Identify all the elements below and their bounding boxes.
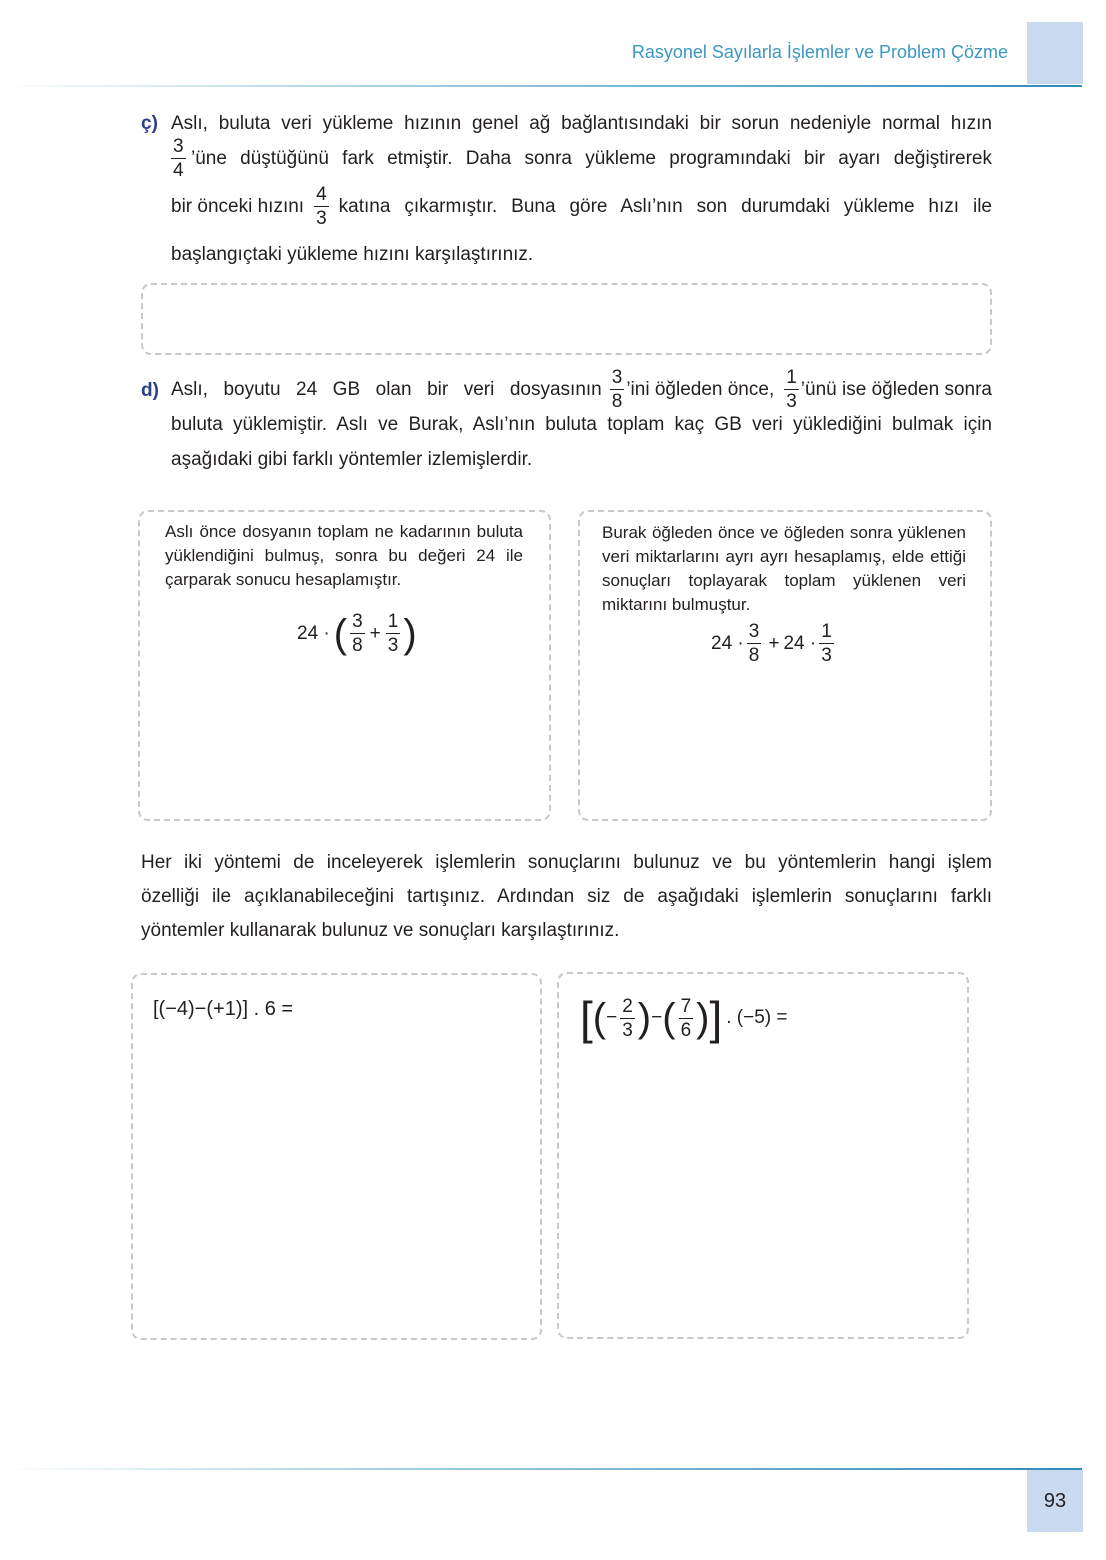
- exercise-box-1[interactable]: [131, 973, 542, 1340]
- asli-plus: +: [369, 622, 381, 644]
- question-c-line-1: Aslı, buluta veri yükleme hızının genel ağ bağlantısındaki bir sorun nedeniyle normal hızın: [171, 113, 992, 134]
- question-c-line-3a: bir önceki hızını: [171, 195, 305, 217]
- exercise-2-minus: −: [651, 1007, 663, 1028]
- question-d-line-1a: Aslı, boyutu 24 GB olan bir veri dosyasının: [171, 378, 602, 400]
- instruction-line-2: özelliği ile açıklanabileceğini tartışınız. Ardından siz de aşağıdaki işlemlerin sonuçlarını farklı: [141, 886, 992, 907]
- header-divider: [0, 85, 1082, 87]
- exercise-2-sign: −: [606, 1007, 618, 1028]
- fraction-three-eighths: $\frac{3}{8}$: [611, 367, 623, 412]
- question-d-line-3: aşağıdaki gibi farklı yöntemler izlemişlerdir.: [171, 449, 533, 470]
- method-asli-text: Aslı önce dosyanın toplam ne kadarının buluta yüklendiğini bulmuş, sonra bu değeri 24 ile çarparak sonucu hesaplamıştır.: [165, 522, 523, 589]
- question-d-line-1b: ’ini öğleden önce,: [626, 378, 775, 400]
- instruction-line-1: Her iki yöntemi de inceleyerek işlemlerin sonuçlarını bulunuz ve bu yöntemlerin hangi işlem: [141, 852, 992, 873]
- question-d-line-1: [171, 368, 992, 411]
- fraction-three-quarters: $\frac{3}{4}$: [173, 136, 184, 181]
- burak-fraction-a: $\frac{3}{8}$: [748, 621, 760, 666]
- header-tab-decoration: [1027, 22, 1083, 84]
- question-d-marker: d): [141, 380, 159, 401]
- method-asli-expression: 24 · ( $\frac{3}{8}$ + $\frac{1}{3}$ ): [297, 611, 417, 656]
- page-header-title: Rasyonel Sayılarla İşlemler ve Problem Çözme: [631, 42, 1008, 62]
- asli-expr-lead: 24 ·: [297, 622, 330, 644]
- method-burak-expression: [711, 622, 837, 665]
- method-burak-text: Burak öğleden önce ve öğleden sonra yüklenen veri miktarlarını ayrı ayrı hesaplamış, elde ettiği sonuçları toplayarak toplam yüklenen veri miktarını bulmuştur.: [602, 523, 966, 614]
- question-c-line-3: [171, 185, 992, 228]
- footer-divider: [0, 1468, 1082, 1470]
- exercise-1-expression: [(−4)−(+1)] . 6 =: [153, 998, 294, 1020]
- fraction-four-thirds: $\frac{4}{3}$: [316, 184, 327, 229]
- fraction-one-third: $\frac{1}{3}$: [786, 367, 797, 412]
- question-c-line-2: [168, 137, 189, 180]
- exercise-2-fraction-b: $\frac{7}{6}$: [680, 995, 692, 1041]
- burak-plus: +: [768, 632, 780, 654]
- question-c-line-3b: katına çıkarmıştır. Buna göre Aslı’nın son durumdaki yükleme hızı ile: [338, 195, 992, 217]
- asli-fraction-a: $\frac{3}{8}$: [352, 611, 363, 656]
- question-c-line-2-text: ’üne düştüğünü fark etmiştir. Daha sonra yükleme programındaki bir ayarı değiştirerek: [191, 148, 992, 169]
- burak-fraction-b: $\frac{1}{3}$: [821, 621, 832, 666]
- exercise-2-expression: [ ( − $\frac{2}{3}$ ) − ( $\frac{7}{6}$ ) ] . (−5) =: [580, 992, 788, 1044]
- answer-box-c[interactable]: [141, 283, 992, 355]
- exercise-2-tail: . (−5) =: [726, 1007, 788, 1028]
- burak-term-1: 24 ·: [711, 632, 744, 654]
- question-d-line-1c: ’ünü ise öğleden sonra: [800, 378, 992, 400]
- instruction-line-3: yöntemler kullanarak bulunuz ve sonuçları karşılaştırınız.: [141, 920, 620, 941]
- exercise-2-fraction-a: $\frac{2}{3}$: [622, 995, 633, 1041]
- burak-term-2: 24 ·: [783, 632, 817, 654]
- question-c-line-4: başlangıçtaki yükleme hızını karşılaştırınız.: [171, 244, 534, 265]
- question-d-line-2: buluta yüklemiştir. Aslı ve Burak, Aslı’nın buluta toplam kaç GB veri yüklediğini bulmak için: [171, 414, 992, 435]
- page-number: 93: [1027, 1470, 1083, 1532]
- asli-fraction-b: $\frac{1}{3}$: [387, 611, 399, 656]
- question-c-marker: ç): [141, 113, 158, 134]
